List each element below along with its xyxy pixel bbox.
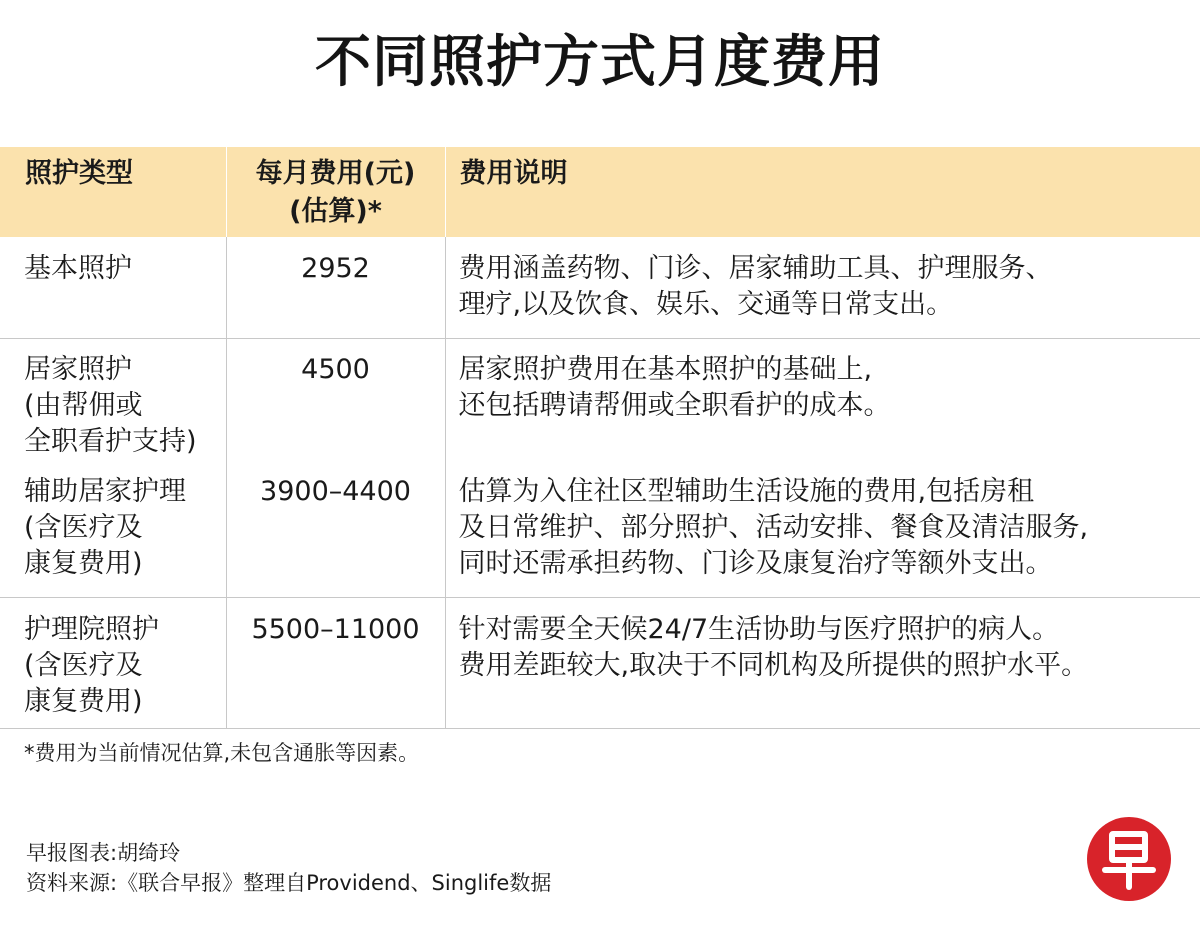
table-row — [0, 598, 1200, 729]
chart-credit: 早报图表:胡绮玲 — [26, 841, 181, 865]
monthly-cost-cell: 4500 — [226, 338, 445, 461]
description-cell: 居家照护费用在基本照护的基础上, 还包括聘请帮佣或全职看护的成本。 — [445, 338, 1200, 461]
header-monthly-cost-line1: 每月费用(元) — [255, 158, 416, 189]
header-monthly-cost-line2: (估算)* — [289, 196, 382, 227]
footnote: *费用为当前情况估算,未包含通胀等因素。 — [24, 741, 420, 765]
care-type-cell: 基本照护 — [0, 237, 226, 338]
source-credit: 资料来源:《联合早报》整理自Providend、Singlife数据 — [26, 871, 552, 895]
header-monthly-cost — [226, 147, 445, 237]
care-type-cell: 护理院照护 (含医疗及 康复费用) — [0, 598, 226, 729]
monthly-cost-cell: 5500–11000 — [226, 598, 445, 729]
table-row — [0, 461, 1200, 598]
monthly-cost-cell: 2952 — [226, 237, 445, 338]
cost-table — [0, 147, 1200, 729]
header-cost-description: 费用说明 — [445, 147, 1200, 237]
header-care-type: 照护类型 — [0, 147, 226, 237]
table-row — [0, 338, 1200, 461]
description-cell: 针对需要全天候24/7生活协助与医疗照护的病人。 费用差距较大,取决于不同机构及所提供的照护水平。 — [445, 598, 1200, 729]
monthly-cost-cell: 3900–4400 — [226, 461, 445, 598]
table-row — [0, 237, 1200, 338]
description-cell: 估算为入住社区型辅助生活设施的费用,包括房租 及日常维护、部分照护、活动安排、餐食及清洁服务, 同时还需承担药物、门诊及康复治疗等额外支出。 — [445, 461, 1200, 598]
page-title: 不同照护方式月度费用 — [315, 30, 885, 95]
description-cell: 费用涵盖药物、门诊、居家辅助工具、护理服务、 理疗,以及饮食、娱乐、交通等日常支出。 — [445, 237, 1200, 338]
zaobao-logo-icon — [1087, 817, 1171, 901]
care-type-cell: 居家照护 (由帮佣或 全职看护支持) — [24, 353, 197, 457]
credits — [26, 838, 551, 898]
table-header-row — [0, 147, 1200, 237]
care-type-cell: 辅助居家护理 (含医疗及 康复费用) — [0, 461, 226, 598]
